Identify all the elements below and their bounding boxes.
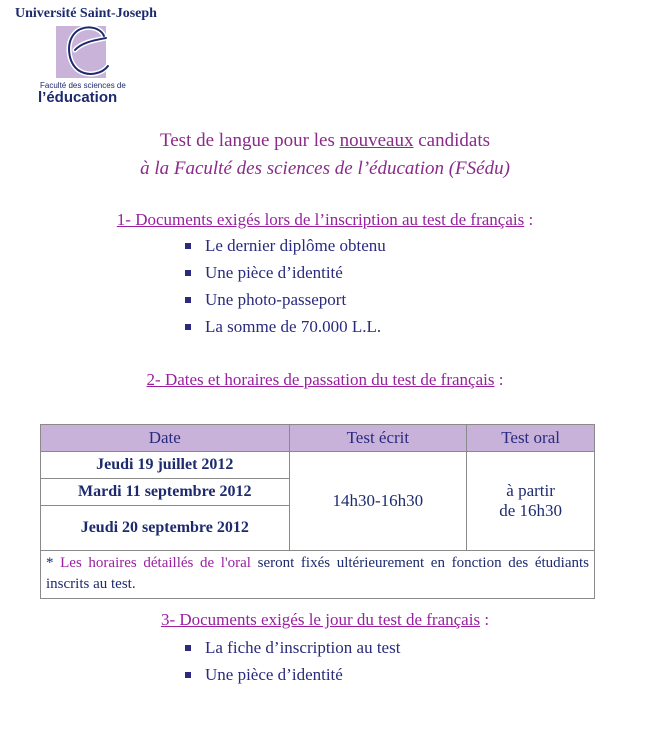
faculty-logo <box>22 26 162 110</box>
written-time-cell: 14h30-16h30 <box>289 452 467 551</box>
section1-list <box>185 232 386 340</box>
section3-heading-text: 3- Documents exigés le jour du test de français <box>160 610 481 629</box>
title-underlined-word: nouveaux <box>339 130 414 151</box>
section1-heading-text: 1- Documents exigés lors de l’inscription au test de français <box>116 210 525 229</box>
section3-list <box>185 634 400 688</box>
note-star: * <box>46 555 61 571</box>
square-bullet-icon <box>185 297 191 303</box>
list-item: Une photo-passeport <box>185 286 386 313</box>
table-row <box>41 452 595 479</box>
page-title <box>0 130 650 152</box>
date-cell: Jeudi 19 juillet 2012 <box>41 452 290 479</box>
section1-heading <box>0 210 650 230</box>
section2-colon: : <box>494 370 504 389</box>
oral-line1: à partir <box>506 481 555 500</box>
list-item: La somme de 70.000 L.L. <box>185 313 386 340</box>
date-cell: Jeudi 20 septembre 2012 <box>41 506 290 551</box>
oral-line2: de 16h30 <box>499 501 562 520</box>
section3-heading <box>0 610 650 630</box>
logo-text-line1: Faculté des sciences de <box>40 81 126 90</box>
header-oral: Test oral <box>467 425 595 452</box>
square-bullet-icon <box>185 270 191 276</box>
list-item: Le dernier diplôme obtenu <box>185 232 386 259</box>
university-name: Université Saint-Joseph <box>15 6 157 21</box>
section3-colon: : <box>480 610 490 629</box>
schedule-table <box>40 424 595 599</box>
list-item: Une pièce d’identité <box>185 259 386 286</box>
table-note <box>41 551 595 599</box>
logo-text-line2: l’éducation <box>38 89 118 106</box>
logo-e-icon <box>60 22 112 78</box>
date-cell: Mardi 11 septembre 2012 <box>41 479 290 506</box>
square-bullet-icon <box>185 324 191 330</box>
list-item: Une pièce d’identité <box>185 661 400 688</box>
title-part2: candidats <box>413 130 491 151</box>
section1-colon: : <box>524 210 534 229</box>
header-date: Date <box>41 425 290 452</box>
square-bullet-icon <box>185 645 191 651</box>
square-bullet-icon <box>185 672 191 678</box>
square-bullet-icon <box>185 243 191 249</box>
table-note-row <box>41 551 595 599</box>
list-item: La fiche d’inscription au test <box>185 634 400 661</box>
section2-heading <box>0 370 650 390</box>
note-highlight: Les horaires détaillés de l'oral <box>60 555 251 571</box>
section2-heading-text: 2- Dates et horaires de passation du test de français <box>146 370 495 389</box>
header-written: Test écrit <box>289 425 467 452</box>
page-subtitle: à la Faculté des sciences de l’éducation (FSédu) <box>140 158 510 179</box>
title-part1: Test de langue pour les <box>159 130 340 151</box>
table-header-row <box>41 425 595 452</box>
oral-time-cell <box>467 452 595 551</box>
note-rest: seront fixés ultérieurement en fonction des étudiants inscrits au test. <box>46 555 590 592</box>
